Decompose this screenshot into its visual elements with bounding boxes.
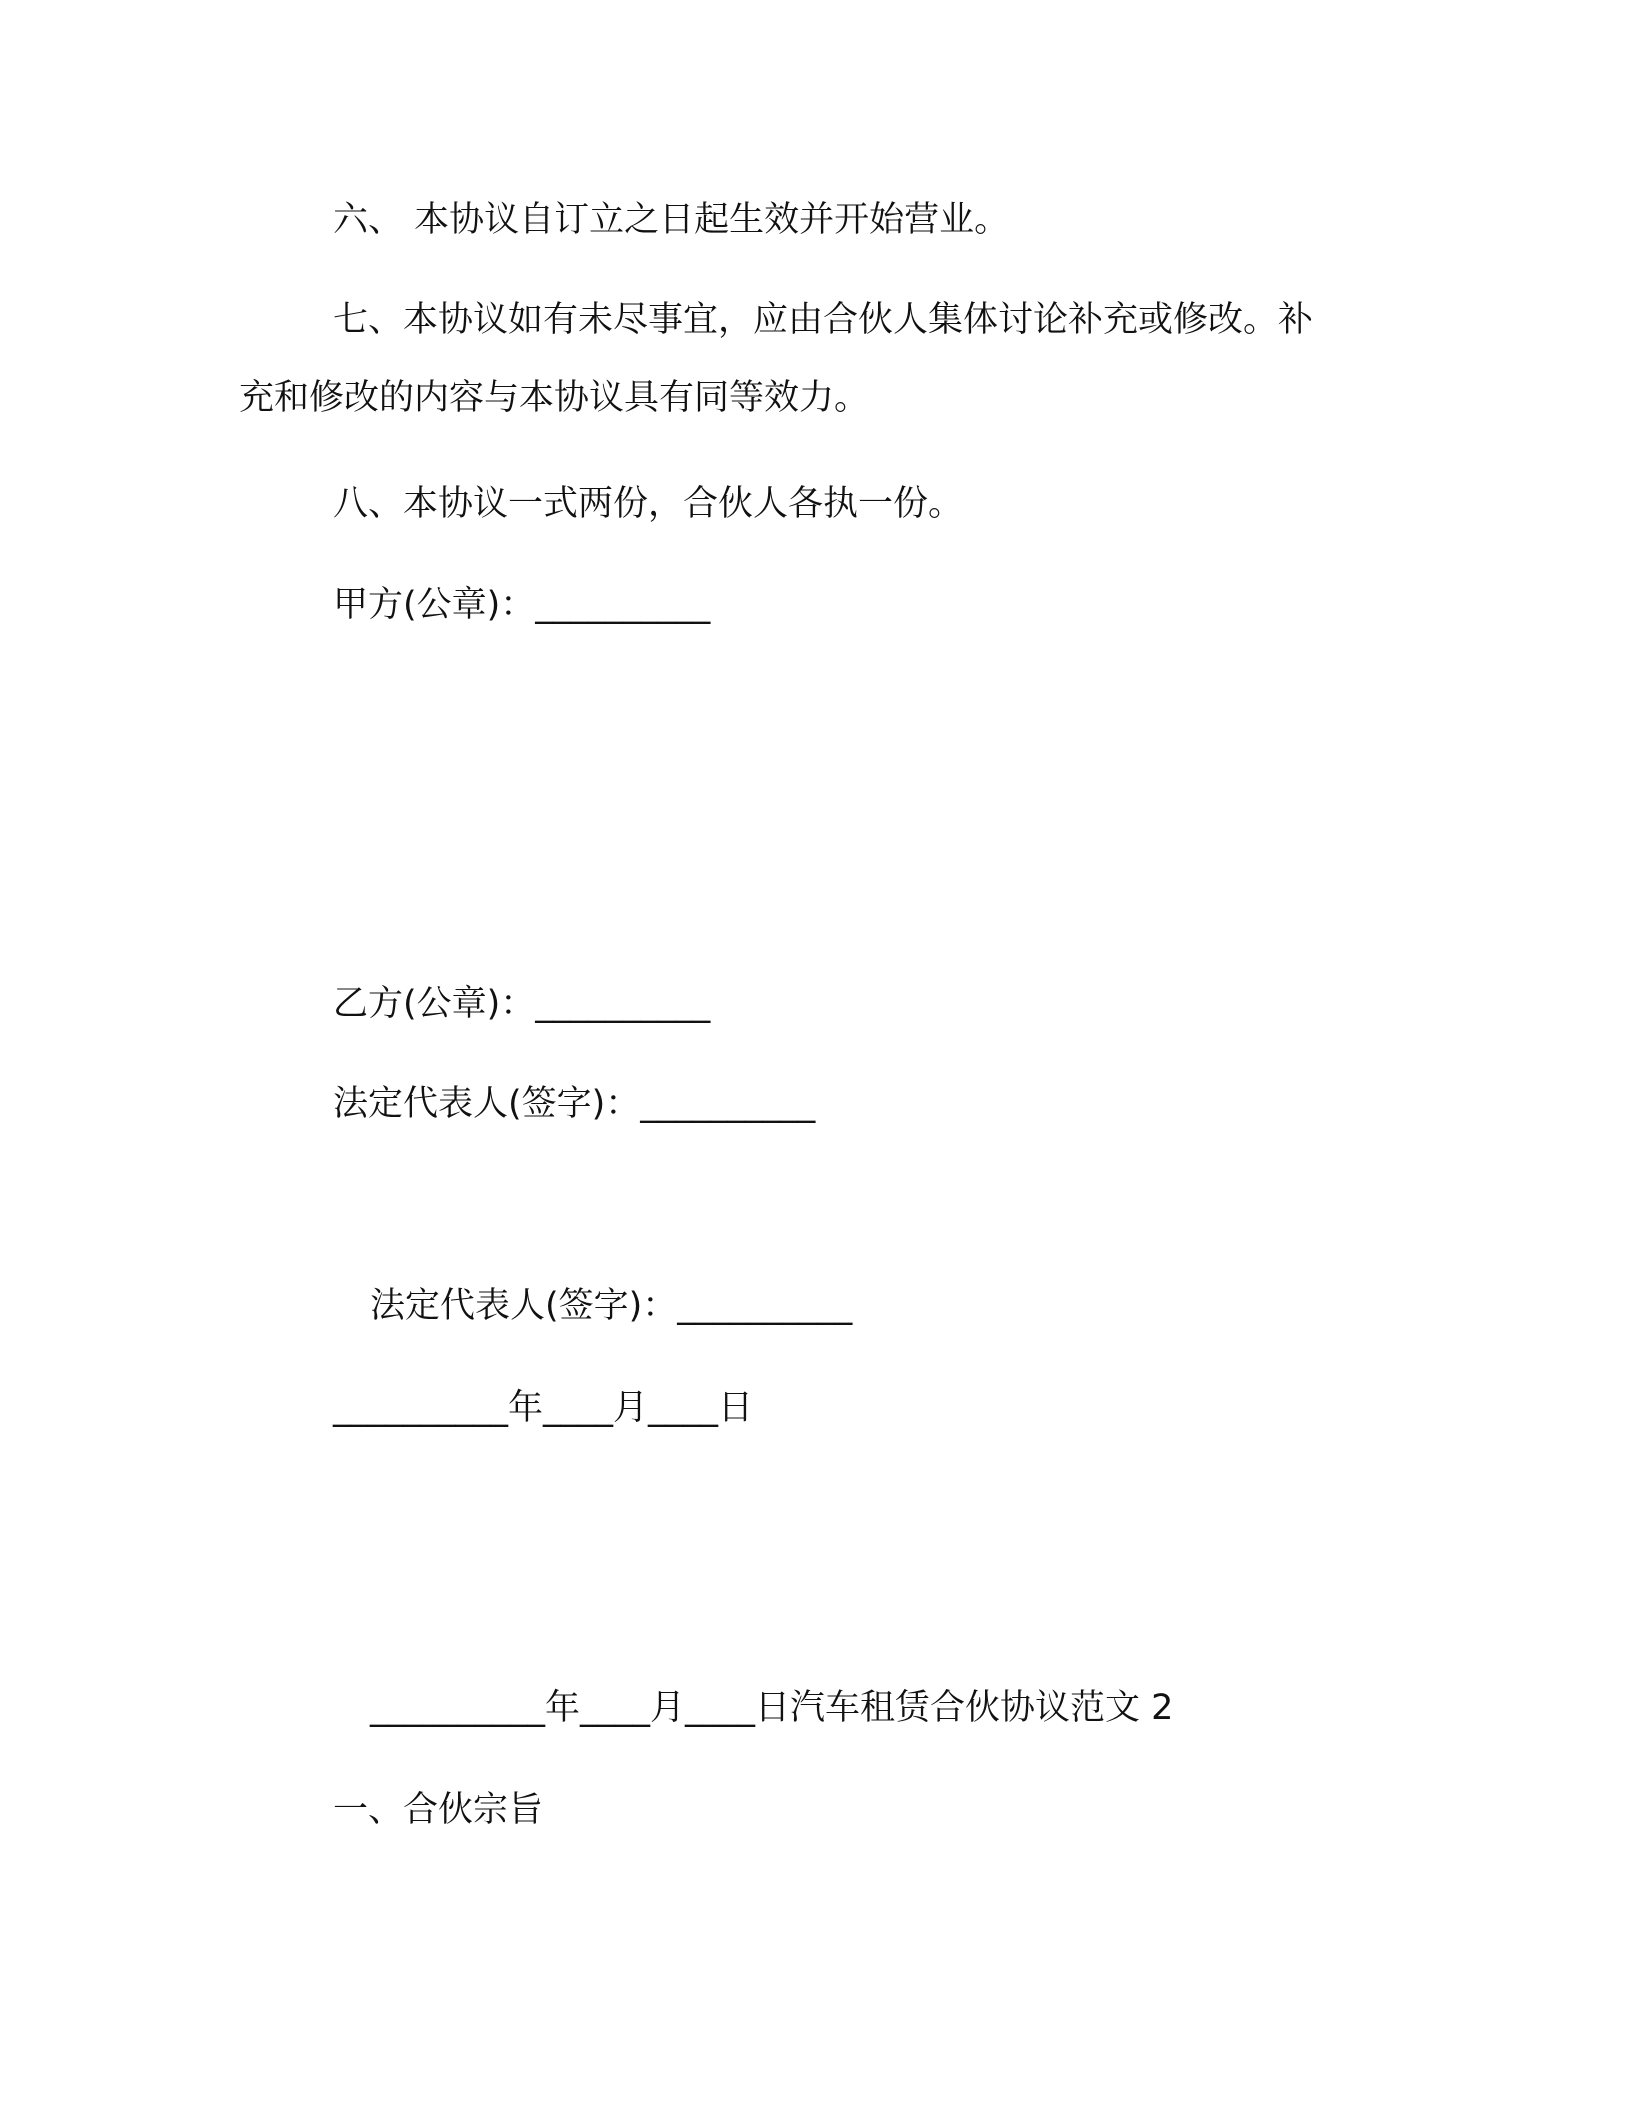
clause-6: 六、 本协议自订立之日起生效并开始营业。: [333, 200, 1010, 240]
party-a-seal-line: 甲方(公章)：__________: [333, 585, 711, 625]
clause-7-line-1: 七、本协议如有未尽事宜，应由合伙人集体讨论补充或修改。补: [333, 300, 1314, 340]
party-b-seal-line: 乙方(公章)：__________: [333, 984, 711, 1024]
clause-8: 八、本协议一式两份，合伙人各执一份。: [333, 484, 964, 524]
next-agreement-title: __________年____月____日汽车租赁合伙协议范文 2: [370, 1688, 1174, 1728]
clause-7-line-2: 充和修改的内容与本协议具有同等效力。: [239, 378, 870, 418]
legal-rep-signature-line-2: 法定代表人(签字)：__________: [370, 1286, 853, 1326]
legal-rep-signature-line: 法定代表人(签字)：__________: [333, 1084, 816, 1124]
date-line: __________年____月____日: [333, 1388, 754, 1428]
section-1-heading: 一、合伙宗旨: [333, 1790, 544, 1830]
